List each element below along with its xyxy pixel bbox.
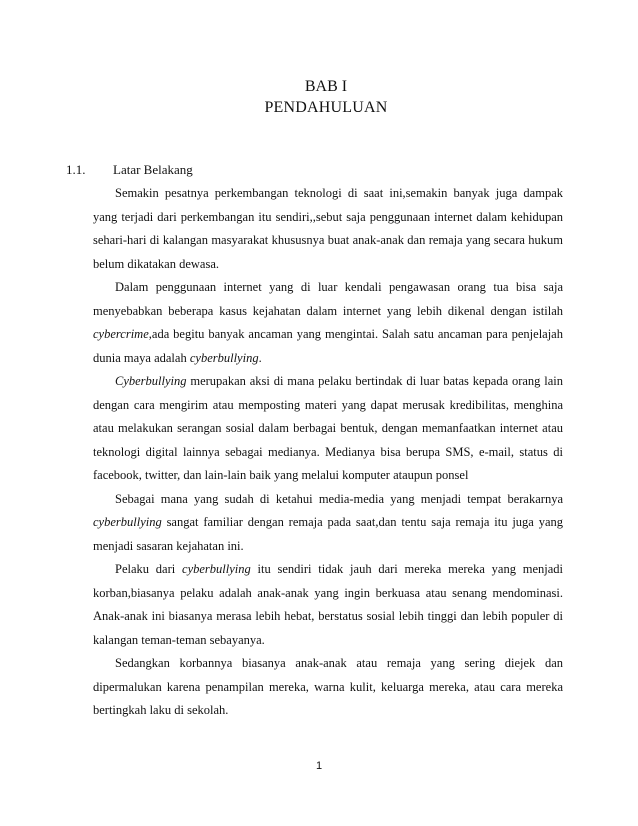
italic-term: Cyberbullying (115, 374, 187, 388)
paragraph-text: Semakin pesatnya perkembangan teknologi di saat ini,semakin banyak juga dampak yang terjadi dari perkembangan itu sendiri,,sebut saja penggunaan internet dalam kehidupan sehari-hari di kalangan masyarakat khususnya buat anak-anak dan remaja yang secara hukum belum dikatakan dewasa. (93, 186, 563, 271)
italic-term: cyberbullying (93, 515, 162, 529)
section-heading (66, 161, 193, 179)
paragraph (93, 558, 563, 652)
chapter-number: BAB I (304, 78, 348, 95)
section-title: Latar Belakang (113, 162, 193, 177)
paragraph (93, 182, 563, 276)
paragraph (93, 276, 563, 370)
paragraph-text: ,ada begitu banyak ancaman yang mengintai. Salah satu ancaman para penjelajah dunia maya adalah (93, 327, 563, 365)
italic-term: cyberbullying (189, 350, 259, 365)
chapter-title: PENDAHULUAN (264, 99, 388, 116)
section-number: 1.1. (66, 162, 86, 177)
paragraph (93, 488, 563, 559)
body-text (93, 182, 563, 723)
italic-term: cybercrime (93, 327, 149, 341)
paragraph-text: sangat familiar dengan remaja pada saat,dan tentu saja remaja itu juga yang menjadi sasaran kejahatan ini. (93, 515, 563, 553)
italic-term: cyberbullying (182, 562, 251, 576)
paragraph-text: merupakan aksi di mana pelaku bertindak di luar batas kepada orang lain dengan cara mengirim atau memposting materi yang dapat merusak kredibilitas, menghina atau melakukan serangan sosial dalam berbagai bentuk, dengan memanfaatkan internet atau teknologi digital lainnya sebagai medianya. Medianya bisa berupa SMS, e-mail, status di facebook, twitter, dan lain-lain baik yang melalui komputer ataupun ponsel (93, 374, 563, 482)
paragraph-text: Sedangkan korbannya biasanya anak-anak atau remaja yang sering diejek dan dipermalukan karena penampilan mereka, warna kulit, keluarga mereka, atau cara mereka bertingkah laku di sekolah. (93, 656, 563, 717)
paragraph (93, 370, 563, 488)
paragraph (93, 652, 563, 723)
paragraph-text: . (258, 350, 262, 365)
paragraph-text: itu sendiri tidak jauh dari mereka mereka yang menjadi korban,biasanya pelaku adalah anak-anak yang ingin berkuasa atau senang mendominasi. Anak-anak ini biasanya merasa lebih hebat, berstatus sosial lebih tinggi dan lebih populer di kalangan teman-teman sebayanya. (93, 562, 563, 647)
paragraph-text: Dalam penggunaan internet yang di luar kendali pengawasan orang tua bisa saja menyebabkan beberapa kasus kejahatan dalam internet yang lebih dikenal dengan istilah (93, 280, 563, 318)
paragraph-text: Sebagai mana yang sudah di ketahui media-media yang menjadi tempat berakarnya (115, 491, 563, 506)
paragraph-text: Pelaku dari (115, 562, 183, 576)
page-number: 1 (315, 760, 323, 772)
